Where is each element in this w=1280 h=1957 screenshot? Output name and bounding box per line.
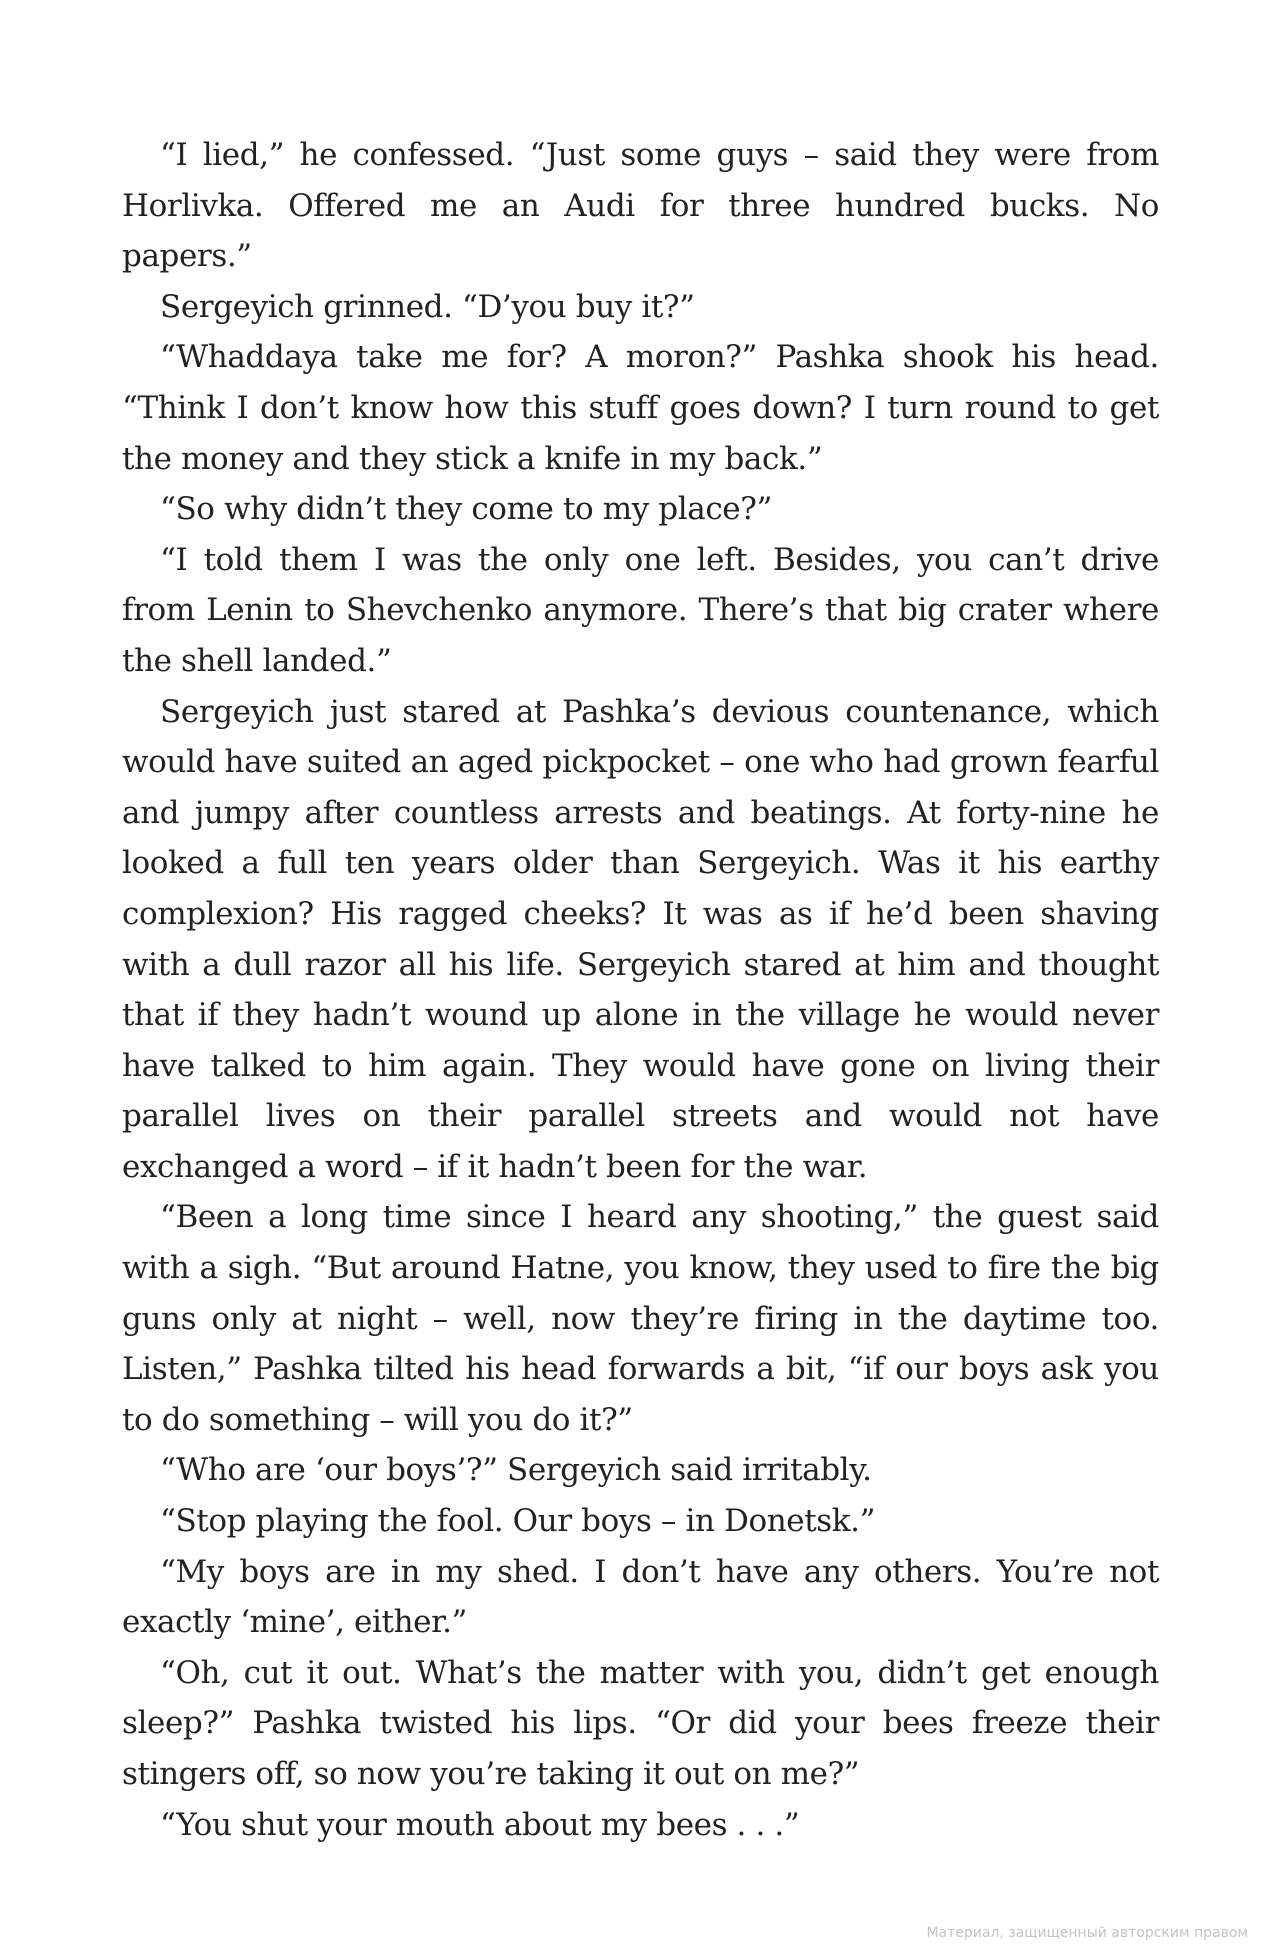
page-text xyxy=(122,130,1159,1850)
paragraph: “My boys are in my shed. I don’t have any others. You’re not exactly ‘mine’, either.” xyxy=(122,1553,1159,1641)
paragraph: “Who are ‘our boys’?” Sergeyich said irritably. xyxy=(160,1452,872,1489)
paragraph: “I lied,” he confessed. “Just some guys – said they were from Horlivka. Offered me an Audi for three hundred bucks. No papers.” xyxy=(122,137,1159,275)
paragraph: Sergeyich grinned. “D’you buy it?” xyxy=(160,288,695,325)
paragraph: “Oh, cut it out. What’s the matter with you, didn’t get enough sleep?” Pashka twisted his lips. “Or did your bees freeze their stingers off, so now you’re taking it out on me?” xyxy=(122,1654,1159,1792)
paragraph: “You shut your mouth about my bees . . .” xyxy=(160,1806,800,1843)
copyright-watermark: Материал, защищенный авторским правом xyxy=(926,1925,1248,1941)
paragraph: “Stop playing the fool. Our boys – in Donetsk.” xyxy=(160,1503,876,1540)
paragraph: “I told them I was the only one left. Besides, you can’t drive from Lenin to Shevchenko anymore. There’s that big crater where the shell landed.” xyxy=(122,541,1159,679)
paragraph: “Whaddaya take me for? A moron?” Pashka shook his head. “Think I don’t know how this stuff goes down? I turn round to get the money and they stick a knife in my back.” xyxy=(122,339,1159,477)
paragraph: “Been a long time since I heard any shooting,” the guest said with a sigh. “But around Hatne, you know, they used to fire the big guns only at night – well, now they’re firing in the daytime too. Listen,” Pashka tilted his head forwards a bit, “if our boys ask you to do something – will you do it?” xyxy=(122,1199,1159,1438)
paragraph: “So why didn’t they come to my place?” xyxy=(160,491,772,528)
paragraph: Sergeyich just stared at Pashka’s devious countenance, which would have suited an aged pickpocket – one who had grown fearful and jumpy after countless arrests and beatings. At forty-nine he looked a full ten years older than Sergeyich. Was it his earthy complexion? His ragged cheeks? It was as if he’d been shaving with a dull razor all his life. Sergeyich stared at him and thought that if they hadn’t wound up alone in the village he would never have talked to him again. They would have gone on living their parallel lives on their parallel streets and would not have exchanged a word – if it hadn’t been for the war. xyxy=(122,693,1159,1185)
